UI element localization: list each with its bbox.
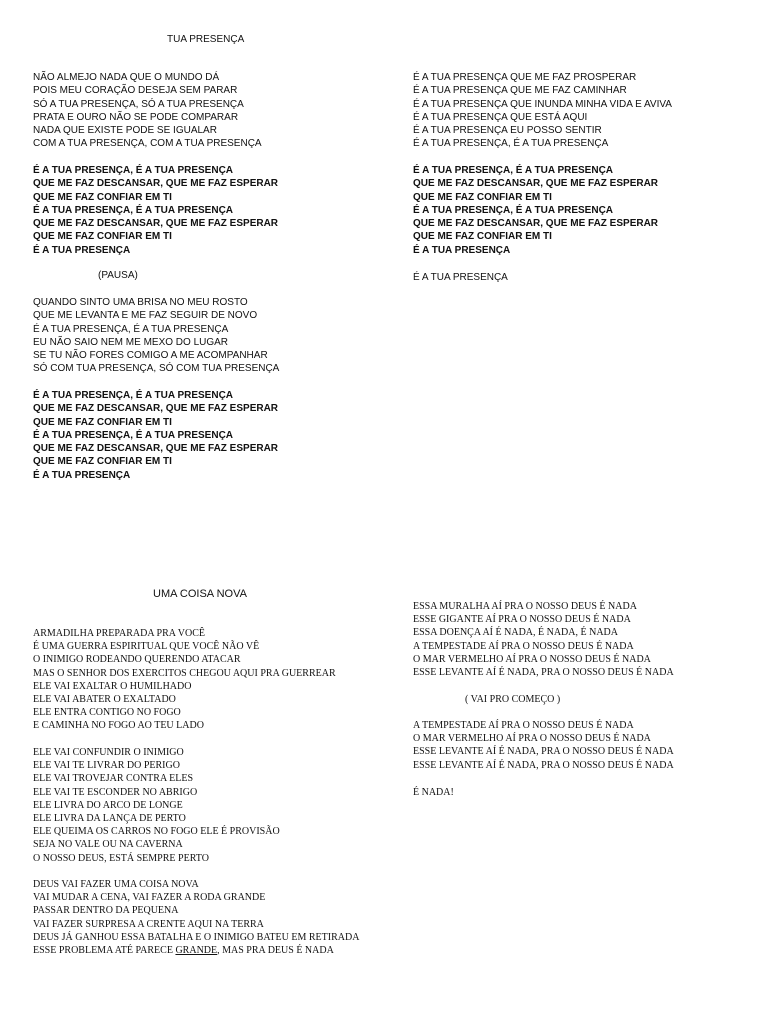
lyric-line: É A TUA PRESENÇA, É A TUA PRESENÇA <box>413 204 614 216</box>
lyric-line: E CAMINHA NO FOGO AO TEU LADO <box>33 720 204 732</box>
lyric-line: POIS MEU CORAÇÃO DESEJA SEM PARAR <box>33 85 238 97</box>
lyric-line: É A TUA PRESENÇA, É A TUA PRESENÇA <box>33 429 234 441</box>
lyric-line: O MAR VERMELHO AÍ PRA O NOSSO DEUS É NADA <box>413 733 651 745</box>
lyric-line: SEJA NO VALE OU NA CAVERNA <box>33 839 183 851</box>
lyric-line: É A TUA PRESENÇA, É A TUA PRESENÇA <box>33 390 234 401</box>
lyric-line: QUANDO SINTO UMA BRISA NO MEU ROSTO <box>33 297 248 308</box>
song2-verse1 <box>33 627 336 733</box>
lyric-line: ELE LIVRA DA LANÇA DE PERTO <box>33 812 186 824</box>
lyric-line: É A TUA PRESENÇA <box>33 244 131 256</box>
lyric-line: É A TUA PRESENÇA EU POSSO SENTIR <box>413 125 602 137</box>
lyric-line: NÃO ALMEJO NADA QUE O MUNDO DÁ <box>33 72 220 83</box>
lyric-line: ELE LIVRA DO ARCO DE LONGE <box>33 799 183 811</box>
lyric-line: SÓ A TUA PRESENÇA, SÓ A TUA PRESENÇA <box>33 98 244 110</box>
lyric-line: O INIMIGO RODEANDO QUERENDO ATACAR <box>33 654 241 666</box>
song1-pause-note: (PAUSA) <box>98 270 138 281</box>
lyric-line: PASSAR DENTRO DA PEQUENA <box>33 905 179 917</box>
lyric-line: ELE VAI TE ESCONDER NO ABRIGO <box>33 786 198 798</box>
lyric-line: A TEMPESTADE AÍ PRA O NOSSO DEUS É NADA <box>413 640 634 652</box>
lyric-line: ELE VAI EXALTAR O HUMILHADO <box>33 680 192 692</box>
lyric-line: ESSE LEVANTE AÍ É NADA, PRA O NOSSO DEUS É NADA <box>413 759 674 771</box>
lyric-line: É A TUA PRESENÇA <box>413 244 511 256</box>
lyric-line: É A TUA PRESENÇA, É A TUA PRESENÇA <box>33 165 234 176</box>
lyric-line: VAI MUDAR A CENA, VAI FAZER A RODA GRANDE <box>33 892 266 904</box>
lyric-line: O MAR VERMELHO AÍ PRA O NOSSO DEUS É NADA <box>413 653 651 665</box>
lyric-line: É A TUA PRESENÇA QUE ME FAZ CAMINHAR <box>413 85 627 97</box>
lyric-line: SE TU NÃO FORES COMIGO A ME ACOMPANHAR <box>33 350 268 362</box>
lyric-line: QUE ME FAZ CONFIAR EM TI <box>33 191 172 203</box>
lyric-line: QUE ME FAZ CONFIAR EM TI <box>33 231 172 243</box>
lyric-line: QUE ME FAZ DESCANSAR, QUE ME FAZ ESPERAR <box>413 178 659 190</box>
lyric-line: QUE ME FAZ DESCANSAR, QUE ME FAZ ESPERAR <box>33 403 279 415</box>
lyric-line: EU NÃO SAIO NEM ME MEXO DO LUGAR <box>33 336 229 348</box>
lyric-line: DEUS JÁ GANHOU ESSA BATALHA E O INIMIGO BATEU EM RETIRADA <box>33 931 360 943</box>
lyric-line: É A TUA PRESENÇA, É A TUA PRESENÇA <box>33 204 234 216</box>
lyric-line: É A TUA PRESENÇA <box>33 469 131 481</box>
lyric-line: MAS O SENHOR DOS EXERCITOS CHEGOU AQUI PRA GUERREAR <box>33 667 336 679</box>
song1-chorus1 <box>33 164 278 257</box>
lyric-line: QUE ME FAZ CONFIAR EM TI <box>413 191 552 203</box>
lyric-line: ELE VAI TE LIVRAR DO PERIGO <box>33 760 180 772</box>
lyric-line: DEUS VAI FAZER UMA COISA NOVA <box>33 879 199 890</box>
lyric-line: ELE VAI CONFUNDIR O INIMIGO <box>33 747 184 758</box>
lyric-line-with-underline: ESSE PROBLEMA ATÉ PARECE GRANDE, MAS PRA DEUS É NADA <box>33 944 334 956</box>
lyric-line: ELE VAI TROVEJAR CONTRA ELES <box>33 773 194 785</box>
lyric-line: QUE ME FAZ DESCANSAR, QUE ME FAZ ESPERAR <box>33 218 279 230</box>
song2-return-note: ( VAI PRO COMEÇO ) <box>465 694 561 705</box>
lyric-line: É A TUA PRESENÇA, É A TUA PRESENÇA <box>413 165 614 176</box>
song2-verse3 <box>33 878 359 957</box>
lyric-line: VAI FAZER SURPRESA A CRENTE AQUI NA TERRA <box>33 918 264 930</box>
lyric-line: QUE ME FAZ DESCANSAR, QUE ME FAZ ESPERAR <box>33 443 279 455</box>
lyric-line: QUE ME FAZ DESCANSAR, QUE ME FAZ ESPERAR <box>33 178 279 190</box>
lyric-line: ESSA DOENÇA AÍ É NADA, É NADA, É NADA <box>413 627 618 639</box>
lyric-line: QUE ME FAZ CONFIAR EM TI <box>33 416 172 428</box>
lyric-line: ESSE GIGANTE AÍ PRA O NOSSO DEUS É NADA <box>413 614 631 626</box>
lyric-line: ESSA MURALHA AÍ PRA O NOSSO DEUS É NADA <box>413 601 637 612</box>
lyric-line: ELE QUEIMA OS CARROS NO FOGO ELE É PROVISÃO <box>33 826 280 838</box>
song1-verse1 <box>33 71 262 151</box>
lyric-line: É UMA GUERRA ESPIRITUAL QUE VOCÊ NÃO VÊ <box>33 641 260 653</box>
lyric-line: O NOSSO DEUS, ESTÁ SEMPRE PERTO <box>33 852 209 864</box>
song1-chorus3 <box>413 164 658 257</box>
song1-chorus2 <box>33 389 278 482</box>
song1-ending: É A TUA PRESENÇA <box>413 272 508 283</box>
song2-title: UMA COISA NOVA <box>153 588 247 600</box>
song1-verse2 <box>33 296 279 376</box>
song1-verse3 <box>413 71 672 151</box>
lyric-line: QUE ME FAZ CONFIAR EM TI <box>33 456 172 468</box>
lyric-line: ELE VAI ABATER O EXALTADO <box>33 693 176 705</box>
lyric-line: ELE ENTRA CONTIGO NO FOGO <box>33 707 181 719</box>
lyric-line: NADA QUE EXISTE PODE SE IGUALAR <box>33 125 217 137</box>
lyric-line: É A TUA PRESENÇA, É A TUA PRESENÇA <box>33 323 229 335</box>
lyric-line: COM A TUA PRESENÇA, COM A TUA PRESENÇA <box>33 138 262 150</box>
lyric-line: QUE ME FAZ DESCANSAR, QUE ME FAZ ESPERAR <box>413 218 659 230</box>
song2-verse4 <box>413 600 674 679</box>
lyric-line: QUE ME FAZ CONFIAR EM TI <box>413 231 552 243</box>
song2-verse5 <box>413 719 674 772</box>
lyric-line: QUE ME LEVANTA E ME FAZ SEGUIR DE NOVO <box>33 310 258 322</box>
song2-verse2 <box>33 746 280 865</box>
lyric-line: É A TUA PRESENÇA QUE ME FAZ PROSPERAR <box>413 72 637 83</box>
lyric-line: ESSE LEVANTE AÍ É NADA, PRA O NOSSO DEUS É NADA <box>413 666 674 678</box>
song2-ending: É NADA! <box>413 787 454 798</box>
song1-title: TUA PRESENÇA <box>167 34 245 45</box>
lyric-line: ARMADILHA PREPARADA PRA VOCÊ <box>33 628 205 639</box>
lyric-line: PRATA E OURO NÃO SE PODE COMPARAR <box>33 111 239 123</box>
underlined-word: GRANDE <box>175 944 218 956</box>
lyric-line: A TEMPESTADE AÍ PRA O NOSSO DEUS É NADA <box>413 720 634 731</box>
lyric-line: SÓ COM TUA PRESENÇA, SÓ COM TUA PRESENÇA <box>33 363 280 375</box>
lyric-line: ESSE LEVANTE AÍ É NADA, PRA O NOSSO DEUS É NADA <box>413 746 674 758</box>
lyric-line: É A TUA PRESENÇA QUE ESTÁ AQUI <box>413 111 588 123</box>
lyric-line: É A TUA PRESENÇA QUE INUNDA MINHA VIDA E AVIVA <box>413 98 672 110</box>
lyric-line: É A TUA PRESENÇA, É A TUA PRESENÇA <box>413 138 609 150</box>
